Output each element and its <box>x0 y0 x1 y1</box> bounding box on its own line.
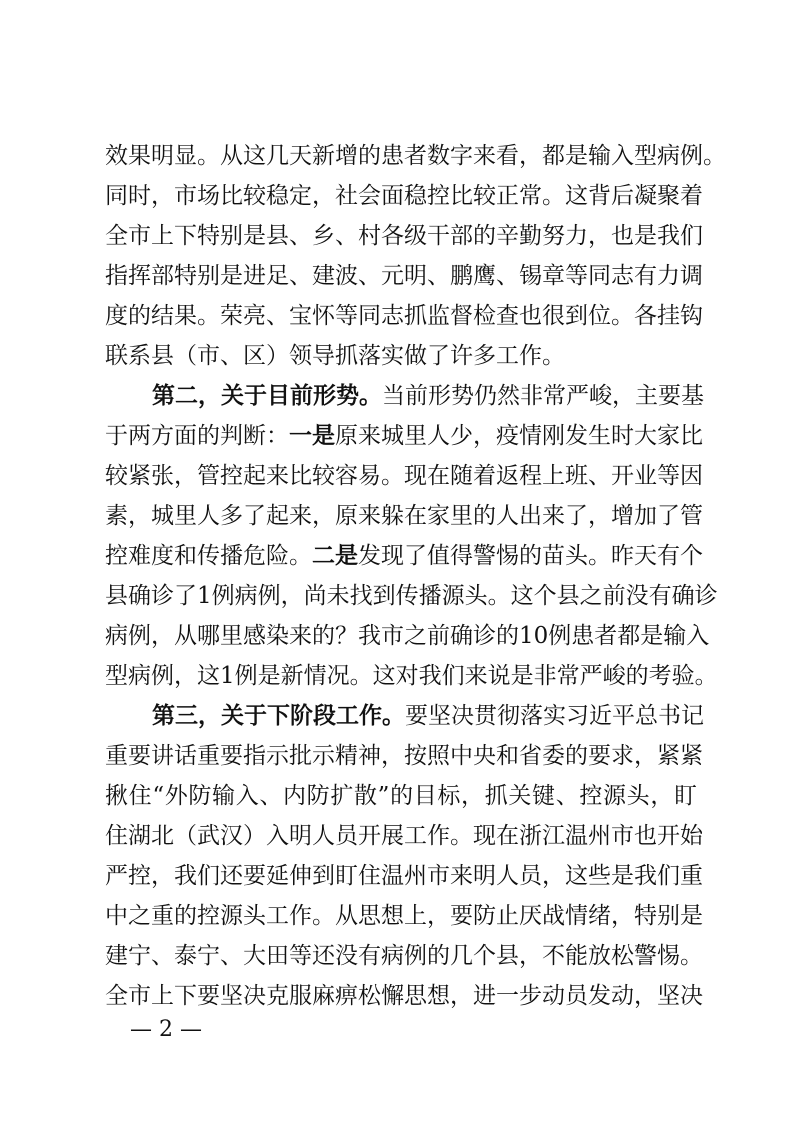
text-line: 全市上下特别是县、乡、村各级干部的辛勤努力，也是我们 <box>105 223 703 249</box>
text-line <box>105 416 703 456</box>
text-span: 原来城里人少，疫情刚发生时大家比 <box>335 423 703 449</box>
text-line: 较紧张，管控起来比较容易。现在随着返程上班、开业等因 <box>105 463 703 489</box>
page-number: — 2 — <box>130 1017 202 1042</box>
section-3-first-line <box>152 696 704 736</box>
text-span: 发现了值得警惕的苗头。昨天有个 <box>358 543 703 569</box>
section-2-first-line <box>152 376 704 416</box>
text-line: 型病例，这1例是新情况。这对我们来说是非常严峻的考验。 <box>105 663 718 689</box>
text-line: 严控，我们还要延伸到盯住温州市来明人员，这些是我们重 <box>105 863 703 889</box>
text-line: 效果明显。从这几天新增的患者数字来看，都是输入型病例。 <box>105 143 726 169</box>
text-span: 控难度和传播危险。 <box>105 543 312 569</box>
text-span: 于两方面的判断： <box>105 423 289 449</box>
text-line: 度的结果。荣亮、宝怀等同志抓监督检查也很到位。各挂钩 <box>105 303 703 329</box>
text-span: 要坚决贯彻落实习近平总书记 <box>405 703 704 729</box>
text-line: 联系县（市、区）领导抓落实做了许多工作。 <box>105 343 565 369</box>
section-2-heading: 第二，关于目前形势。 <box>152 383 382 409</box>
text-span: 当前形势仍然非常严峻，主要基 <box>382 383 704 409</box>
text-line: 病例，从哪里感染来的？我市之前确诊的10例患者都是输入 <box>105 623 710 649</box>
text-line: 重要讲话重要指示批示精神，按照中央和省委的要求，紧紧 <box>105 743 703 769</box>
text-line: 指挥部特别是进足、建波、元明、鹏鹰、锡章等同志有力调 <box>105 263 703 289</box>
text-line: 全市上下要坚决克服麻痹松懈思想，进一步动员发动，坚决 <box>105 983 703 1009</box>
text-line: 同时，市场比较稳定，社会面稳控比较正常。这背后凝聚着 <box>105 183 703 209</box>
section-3-heading: 第三，关于下阶段工作。 <box>152 703 405 729</box>
point-2-label: 二是 <box>312 543 358 569</box>
text-line: 素，城里人多了起来，原来躲在家里的人出来了，增加了管 <box>105 503 703 529</box>
point-1-label: 一是 <box>289 423 335 449</box>
text-line: 中之重的控源头工作。从思想上，要防止厌战情绪，特别是 <box>105 903 703 929</box>
text-line: 建宁、泰宁、大田等还没有病例的几个县，不能放松警惕。 <box>105 943 703 969</box>
text-line: 县确诊了1例病例，尚未找到传播源头。这个县之前没有确诊 <box>105 583 718 609</box>
text-line <box>105 536 703 576</box>
text-line: 揪住“外防输入、内防扩散”的目标，抓关键、控源头，盯 <box>105 783 697 809</box>
text-line: 住湖北（武汉）入明人员开展工作。现在浙江温州市也开始 <box>105 823 703 849</box>
